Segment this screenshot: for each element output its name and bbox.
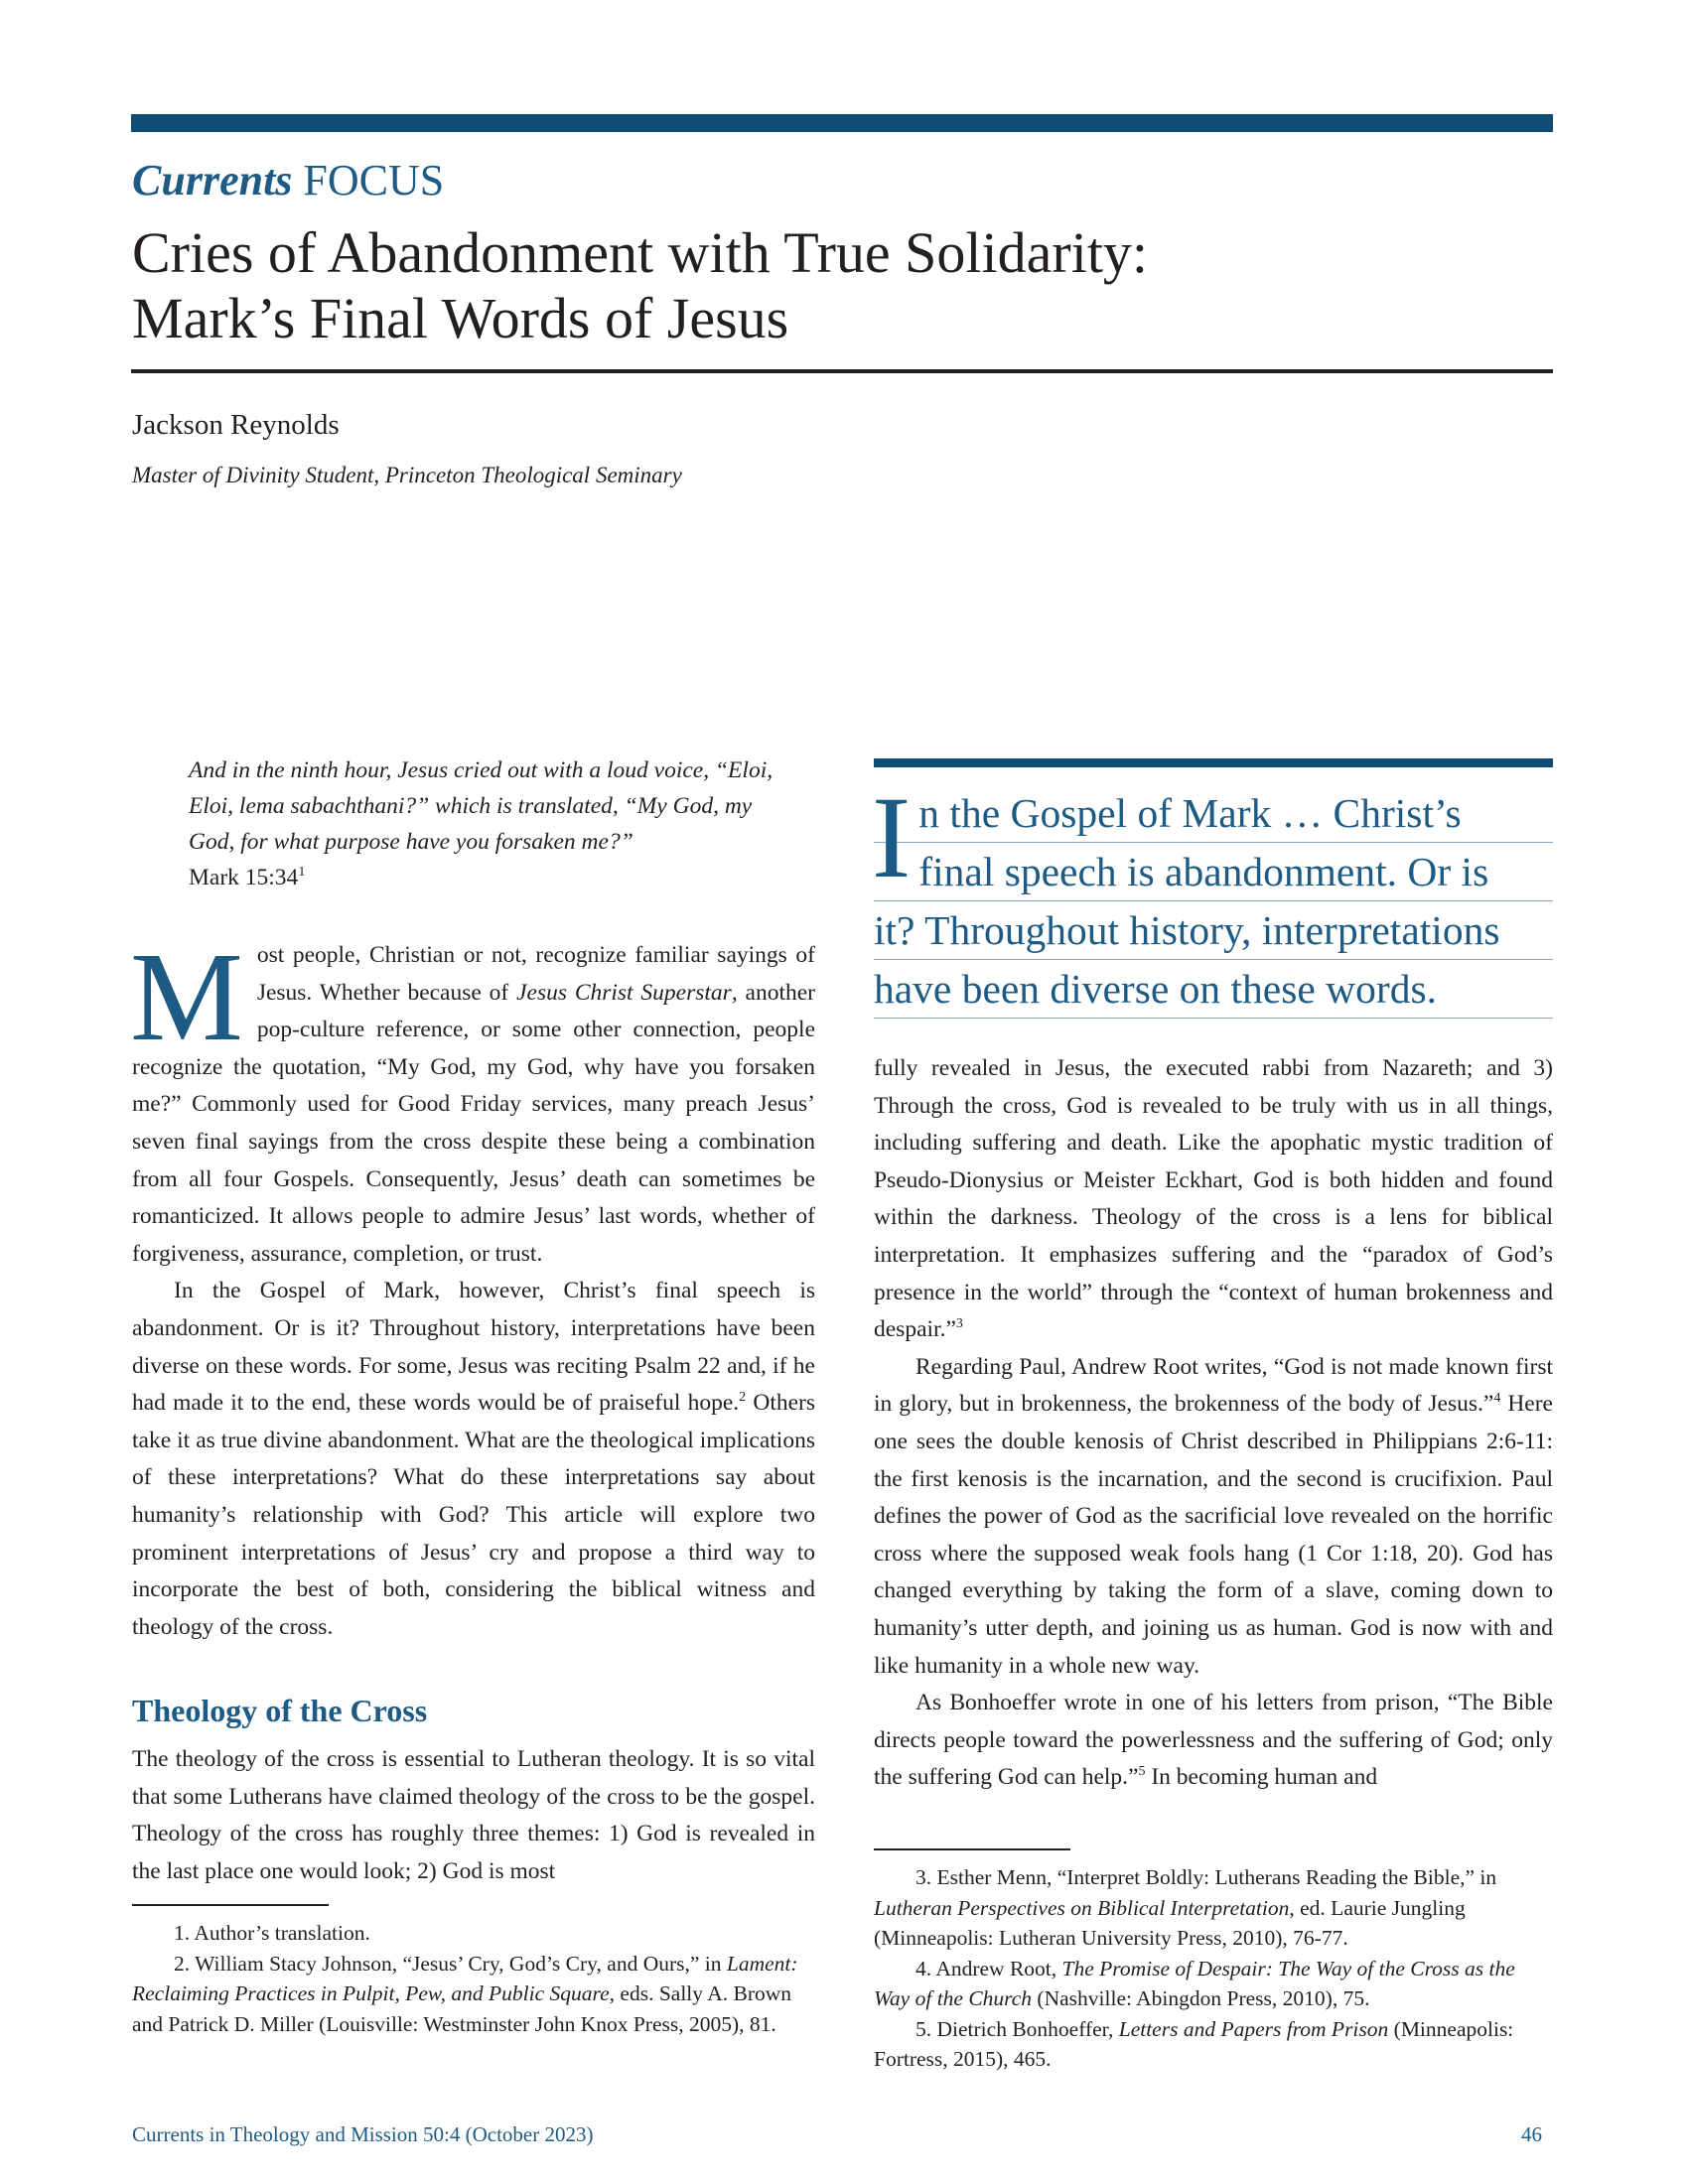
- drop-cap: M: [130, 926, 243, 1067]
- pull-quote-line3: it? Throughout history, interpretations: [874, 901, 1553, 960]
- footnote-ref-4: 4: [1493, 1391, 1501, 1407]
- top-accent-bar: [131, 114, 1553, 132]
- footnotes-left: [132, 1918, 815, 2039]
- paragraph-6-text-b: In becoming human and: [1145, 1764, 1378, 1791]
- paragraph-2-text-b: Others take it as true divine abandonment. What are the theological implications of these interpretations? What do these interpretations say about humanity’s relationship with God? This article will explore two prominent interpretations of Jesus’ cry and propose a third way to incorporate the best of both, considering the biblical witness and theology of the cross.: [132, 1390, 815, 1640]
- pull-quote-cap: I: [872, 772, 912, 902]
- footnote-1: 1. Author’s translation.: [174, 1921, 370, 1945]
- footnote-4-text-a: 4. Andrew Root,: [915, 1956, 1062, 1980]
- pull-quote-line4: have been diverse on these words.: [874, 960, 1553, 1019]
- author-name: Jackson Reynolds: [132, 409, 340, 441]
- author-affiliation: Master of Divinity Student, Princeton Theological Seminary: [132, 463, 682, 487]
- footnote-ref-2: 2: [739, 1390, 747, 1406]
- footnote-ref-5: 5: [1138, 1764, 1146, 1780]
- paragraph-1: [130, 926, 816, 1273]
- footnote-2-text-b: , eds. Sally A. Brown and Patrick D. Miller (Louisville: Westminster John Knox Press, 2005), 81.: [132, 1981, 792, 2036]
- footnote-3: [874, 1862, 1553, 1954]
- paragraph-1-italic: Jesus Christ Superstar: [516, 979, 732, 1006]
- epigraph-citation-text: Mark 15:34: [189, 865, 299, 890]
- footnote-3-text-b: , ed. Laurie Jungling (Minneapolis: Lutheran University Press, 2010), 76-77.: [874, 1895, 1466, 1950]
- paragraph-6-text-a: As Bonhoeffer wrote in one of his letters from prison, “The Bible directs people toward the powerlessness and the suffering of God; only the suffering God can help.”: [874, 1690, 1553, 1791]
- left-column: [130, 926, 816, 1891]
- page-number: 46: [1521, 2122, 1542, 2146]
- paragraph-4-text: fully revealed in Jesus, the executed rabbi from Nazareth; and 3) Through the cross, God is revealed to be truly with us in all things, including suffering and death. Like the apophatic mystic tradition of Pseudo-Dionysius or Meister Eckhart, God is both hidden and found within the darkness. Theology of the cross is a lens for biblical interpretation. It emphasizes suffering and the “paradox of God’s presence in the world” through the “context of human brokenness and despair.”: [874, 1055, 1553, 1343]
- footnote-5-italic: Letters and Papers from Prison: [1118, 2016, 1389, 2041]
- footnote-divider-right: [874, 1848, 1070, 1850]
- footnote-5-text-a: 5. Dietrich Bonhoeffer,: [915, 2016, 1119, 2041]
- pull-quote-bar: [874, 758, 1553, 767]
- paragraph-2-text-a: In the Gospel of Mark, however, Christ’s final speech is abandonment. Or is it? Throughout history, interpretations have been diverse on these words. For some, Jesus was reciting Psalm 22 and, if he had made it to the end, these words would be of praiseful hope.: [132, 1278, 815, 1417]
- footnote-ref-3: 3: [955, 1316, 963, 1332]
- article-title: [132, 220, 1423, 351]
- article-title-line1: Cries of Abandonment with True Solidarity:: [132, 220, 1149, 285]
- section-label-italic: Currents: [132, 156, 293, 205]
- journal-citation: Currents in Theology and Mission 50:4 (October 2023): [132, 2122, 594, 2146]
- article-title-line2: Mark’s Final Words of Jesus: [132, 286, 789, 350]
- paragraph-5: [874, 1349, 1553, 1685]
- paragraph-5-text-b: Here one sees the double kenosis of Christ described in Philippians 2:6-11: the first kenosis is the incarnation, and the second is crucifixion. Paul defines the power of God as the sacrificial love revealed on the horrific cross where the supposed weak fools hang (1 Cor 1:18, 20). God has changed everything by taking the form of a slave, coming down to humanity’s utter depth, and joining us as human. God is now with and like humanity in a whole new way.: [874, 1391, 1553, 1679]
- epigraph: [189, 752, 784, 895]
- footnote-3-text-a: 3. Esther Menn, “Interpret Boldly: Lutherans Reading the Bible,” in: [915, 1865, 1497, 1889]
- paragraph-1-text-b: , another pop-culture reference, or some other connection, people recognize the quotation, “My God, my God, why have you forsaken me?” Commonly used for Good Friday services, many preach Jesus’ seven final sayings from the cross despite these being a combination from all four Gospels. Consequently, Jesus’ death can sometimes be romanticized. It allows people to admire Jesus’ last words, whether of forgiveness, assurance, completion, or trust.: [132, 979, 816, 1267]
- footnote-2-text-a: 2. William Stacy Johnson, “Jesus’ Cry, God’s Cry, and Ours,” in: [174, 1951, 727, 1976]
- paragraph-6: [874, 1685, 1553, 1797]
- paragraph-3: The theology of the cross is essential to Lutheran theology. It is so vital that some Lutherans have claimed theology of the cross to be the gospel. Theology of the cross has roughly three themes: 1) God is revealed in the last place one would look; 2) God is most: [132, 1746, 815, 1885]
- right-column: [874, 1050, 1553, 1797]
- footnotes-right: [874, 1862, 1553, 2075]
- footnote-4-italic: The Promise of Despair: The Way of the Cross as the Way of the Church: [874, 1956, 1515, 2010]
- footnote-5: [874, 2014, 1553, 2075]
- footnote-ref-1: 1: [298, 865, 306, 881]
- section-label-rest: FOCUS: [292, 156, 445, 205]
- pull-quote: [872, 772, 1553, 1019]
- paragraph-4: [874, 1050, 1553, 1349]
- footnote-2: [132, 1949, 815, 2040]
- pull-quote-line1: n the Gospel of Mark … Christ’s: [874, 784, 1553, 843]
- footnote-4: [874, 1954, 1553, 2014]
- footnote-5-text-b: (Minneapolis: Fortress, 2015), 465.: [874, 2016, 1514, 2071]
- pull-quote-line2: final speech is abandonment. Or is: [874, 843, 1553, 901]
- paragraph-2: [132, 1273, 815, 1646]
- section-label: [132, 156, 445, 205]
- section-heading: Theology of the Cross: [132, 1693, 428, 1729]
- paragraph-1-text-a: ost people, Christian or not, recognize familiar sayings of Jesus. Whether because of: [256, 942, 815, 1006]
- epigraph-citation: [189, 860, 784, 895]
- footnote-4-text-b: (Nashville: Abingdon Press, 2010), 75.: [1032, 1986, 1370, 2010]
- paragraph-5-text-a: Regarding Paul, Andrew Root writes, “God is not made known first in glory, but in brokenness, the brokenness of the body of Jesus.”: [874, 1353, 1553, 1418]
- footnote-divider-left: [132, 1904, 329, 1906]
- title-divider: [131, 369, 1553, 373]
- footnote-3-italic: Lutheran Perspectives on Biblical Interpretation: [874, 1895, 1290, 1920]
- footnote-2-italic: Lament: Reclaiming Practices in Pulpit, Pew, and Public Square: [132, 1951, 798, 2005]
- epigraph-text: And in the ninth hour, Jesus cried out with a loud voice, “Eloi, Eloi, lema sabachthani?” which is translated, “My God, my God, for what purpose have you forsaken me?”: [189, 757, 774, 855]
